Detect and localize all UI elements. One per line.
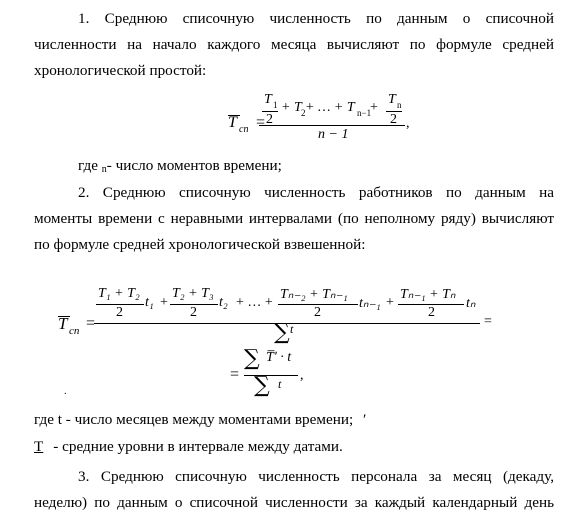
paragraph-1-line-1: 1. Среднюю списочную численность по данным о списочной	[78, 10, 554, 27]
paragraph-3-line-1: 3. Среднюю списочную численность персонала за месяц (декаду,	[78, 468, 554, 485]
where-n-line	[78, 153, 282, 181]
formula-2-f3-t: tₙ₋₁	[359, 296, 381, 311]
formula-1-main-bar	[259, 125, 405, 126]
formula-1-eq: =	[256, 114, 266, 131]
t-underlined: T	[34, 438, 44, 455]
formula-2-f4-t: tₙ	[466, 296, 476, 311]
formula-1-lhs: T	[228, 114, 237, 131]
formula-2-plus-1: +	[160, 295, 168, 310]
formula-1-comma: ,	[406, 116, 410, 131]
formula-1-frac-a-den: 2	[266, 112, 273, 127]
paragraph-1-line-3: хронологической простой:	[34, 62, 207, 79]
formula-1-tn1: + … + T	[305, 100, 355, 115]
formula-2-f4-den: 2	[428, 305, 435, 320]
formula-2-r-bar	[244, 375, 298, 376]
formula-2-plus-2: +	[386, 295, 394, 310]
formula-1-lhs-overline	[228, 115, 240, 116]
formula-2-eq: =	[86, 315, 96, 332]
formula-2-f2-t: t₂	[219, 295, 228, 310]
formula-2-r-den-t: t	[278, 377, 282, 391]
formula-2-sum-symbol: ∑	[274, 320, 290, 345]
formula-1-tn1-sub: n−1	[357, 108, 372, 118]
formula-1-denominator: n − 1	[318, 127, 349, 142]
formula-2-f1-t: t₁	[145, 295, 154, 310]
formula-2-lhs-sub: сп	[69, 325, 80, 337]
formula-2-dot-mark: .	[64, 386, 67, 397]
where-n-symbol: n	[101, 164, 107, 175]
formula-2-f1-den: 2	[116, 305, 123, 320]
formula-2-sum-den: ∑	[254, 373, 270, 398]
formula-2-f2-num: T₂ + T₃	[172, 286, 214, 301]
formula-2-eq-tail: =	[484, 314, 492, 329]
paragraph-2-line-3: по формуле средней хронологической взвешенной:	[34, 236, 366, 253]
paragraph-2-line-1: 2. Среднюю списочную численность работников по данным на	[78, 184, 554, 201]
t-line	[34, 434, 343, 460]
formula-2-r-num: T̅ʹ · t	[266, 350, 292, 365]
formula-2-f3-num: Tₙ₋₂ + Tₙ₋₁	[280, 287, 348, 302]
formula-1-t2-sub: 2	[301, 108, 306, 118]
formula-1-t1-sub: 1	[273, 100, 278, 110]
paragraph-2	[34, 180, 554, 258]
t-description: - средние уровни в интервале между датами.	[53, 438, 343, 455]
formula-1-t1: T	[264, 92, 272, 107]
formula-1-lhs-sub: сп	[239, 124, 249, 135]
formula-2-lhs: T	[58, 314, 68, 333]
formula-2-f1-num: T₁ + T₂	[98, 286, 140, 301]
paragraph-2-line-2: моменты времени с неравными интервалами (по неполному ряду) вычисляют	[34, 210, 554, 227]
formula-2-f4-num: Tₙ₋₁ + Tₙ	[400, 287, 456, 302]
formula-2-sum-t: t	[290, 322, 294, 336]
paragraph-3-line-2: неделю) по данным о списочной численности за каждый календарный день	[34, 494, 554, 511]
formula-2-f2-den: 2	[190, 305, 197, 320]
formula-2-lhs-overline	[58, 316, 70, 317]
formula-1-t2: + T	[281, 100, 302, 115]
where-t-text: где t - число месяцев между моментами времени;	[34, 411, 354, 428]
where-t-line	[34, 407, 366, 433]
paragraph-1	[34, 6, 554, 84]
where-n-suffix: - число моментов времени;	[106, 157, 282, 174]
paragraph-3	[34, 464, 554, 516]
formula-1-tn-sub: n	[397, 100, 402, 110]
formula-2-r-comma: ,	[300, 368, 304, 383]
formula-2-dots: + … +	[236, 295, 273, 310]
formula-1-plus: +	[370, 100, 378, 115]
formula-2-sum-num: ∑	[244, 346, 260, 371]
formula-1-tn: T	[388, 92, 396, 107]
paragraph-1-line-2: численности на начало каждого месяца вычисляют по формуле средней	[34, 36, 554, 53]
formula-1-frac-b-den: 2	[390, 112, 397, 127]
formula-2-f3-den: 2	[314, 305, 321, 320]
prime-mark: ʹ	[362, 411, 367, 428]
formula-2-eq2: =	[230, 366, 240, 383]
where-n-prefix: где	[78, 157, 98, 174]
